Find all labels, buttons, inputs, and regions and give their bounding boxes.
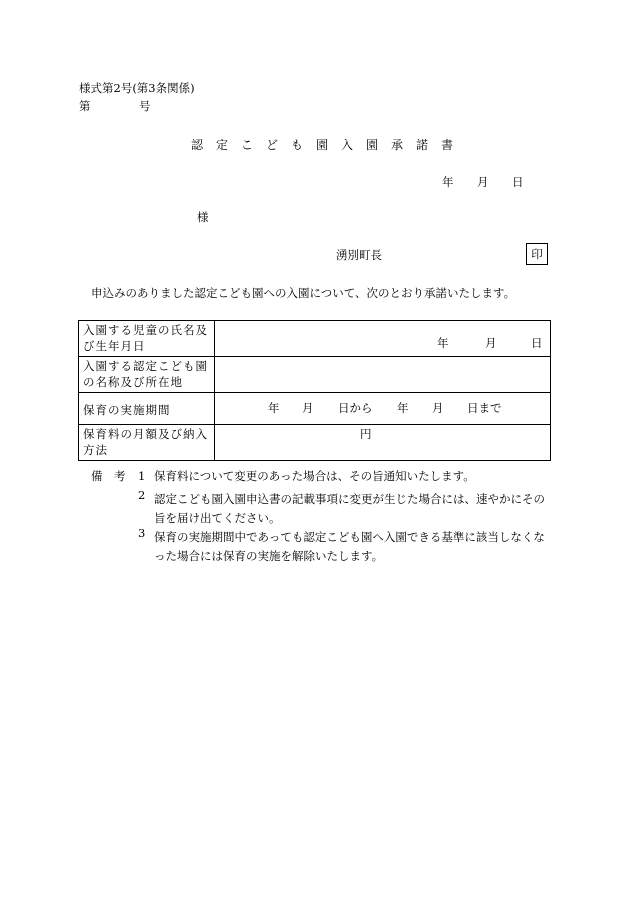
document-title: 認定こども園入園承諾書 bbox=[191, 138, 467, 152]
form-number-label: 様式第2号(第3条関係) bbox=[79, 81, 195, 95]
period-from-day: 日から bbox=[338, 401, 373, 416]
table-row bbox=[79, 425, 551, 461]
period-from-year: 年 bbox=[268, 401, 280, 416]
note-1-number: 1 bbox=[138, 469, 146, 483]
note-3-number: 3 bbox=[138, 526, 146, 540]
child-birth-day: 日 bbox=[531, 336, 543, 350]
period-to-day: 日まで bbox=[467, 401, 502, 416]
period-to-year: 年 bbox=[397, 401, 409, 416]
date-day: 日 bbox=[512, 175, 524, 189]
row-label-facility: 入園する認定こども園の名称及び所在地 bbox=[79, 357, 215, 393]
issuer-name: 湧別町長 bbox=[336, 248, 382, 262]
child-birth-month: 月 bbox=[485, 336, 497, 350]
notes-heading: 備 考 bbox=[91, 469, 126, 483]
fee-currency: 円 bbox=[360, 427, 372, 442]
note-3-text: 保育の実施期間中であっても認定こども園へ入園できる基準に該当しなくなった場合には保育の実施を解除いたします。 bbox=[154, 530, 545, 563]
table-row bbox=[79, 321, 551, 357]
period-from-month: 月 bbox=[302, 401, 314, 416]
period-to-month: 月 bbox=[432, 401, 444, 416]
row-value-period bbox=[215, 393, 551, 425]
document-number-suffix: 号 bbox=[139, 99, 151, 113]
seal-label: 印 bbox=[531, 247, 543, 261]
note-2-number: 2 bbox=[138, 488, 146, 502]
table-row bbox=[79, 393, 551, 425]
date-month: 月 bbox=[477, 175, 489, 189]
seal-box bbox=[526, 243, 548, 265]
approval-table bbox=[78, 320, 551, 461]
child-birth-year: 年 bbox=[437, 336, 449, 350]
intro-text: 申込みのありました認定こども園への入園について、次のとおり承諾いたします。 bbox=[91, 286, 516, 300]
row-value-facility bbox=[215, 357, 551, 393]
document-number-prefix: 第 bbox=[79, 99, 91, 113]
row-label-fee: 保育料の月額及び納入方法 bbox=[79, 425, 215, 461]
note-1-text: 保育料について変更のあった場合は、その旨通知いたします。 bbox=[154, 469, 475, 483]
row-value-child bbox=[215, 321, 551, 357]
date-year: 年 bbox=[442, 175, 454, 189]
table-row bbox=[79, 357, 551, 393]
recipient-suffix: 様 bbox=[197, 210, 209, 224]
row-label-period: 保育の実施期間 bbox=[79, 393, 215, 425]
note-2-text: 認定こども園入園申込書の記載事項に変更が生じた場合には、速やかにその旨を届け出てください。 bbox=[154, 492, 545, 525]
row-value-fee bbox=[215, 425, 551, 461]
row-label-child: 入園する児童の氏名及び生年月日 bbox=[79, 321, 215, 357]
